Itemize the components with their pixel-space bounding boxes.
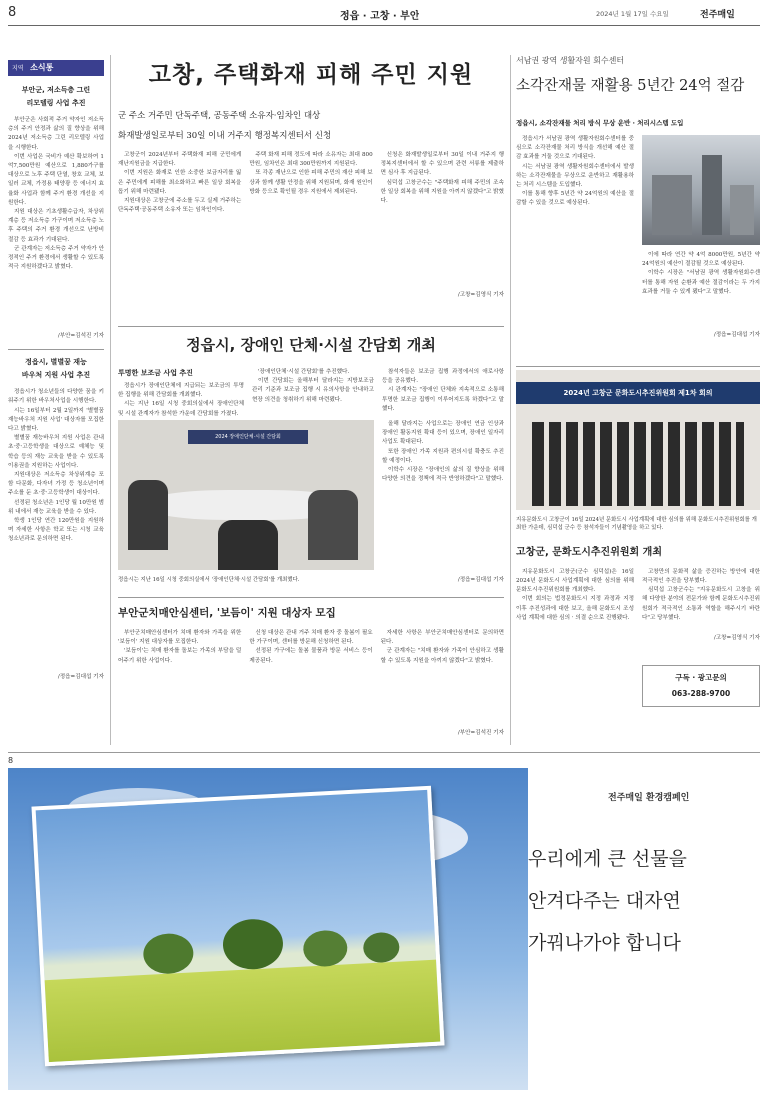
contact-title: 구독 · 광고문의 <box>675 673 727 683</box>
sidebar-article2-body <box>8 388 104 673</box>
lead-sub1: 군 주소 거주민 단독주택, 공동주택 소유자·임차인 대상 <box>118 111 321 121</box>
right-top-article <box>516 55 760 365</box>
mid-headline: 정읍시, 장애인 단체·시설 간담회 개최 <box>186 336 436 354</box>
committee-photo-caption: 지유문화도시 고창군이 16일 2024년 문화도시 사업계획에 대한 심의를 위해 문화도시추진위원회를 개최한 가운데, 심덕섭 군수 등 참석자들이 기념촬영을 하고 있다. <box>516 517 757 532</box>
byline: /부안=김석진 기자 <box>457 730 504 736</box>
right-top-column <box>516 135 634 345</box>
attendee-group <box>218 520 278 570</box>
sidebar-tag <box>8 60 104 76</box>
paragraph: 이를 통해 향후 5년간 약 24억원의 예산을 절감할 수 있을 것으로 예상된다. <box>516 191 634 207</box>
paragraph: 정읍시가 청소년들의 다양한 꿈을 키워주기 위한 바우처사업을 시행한다. <box>8 389 104 405</box>
paragraph: 또 각종 재난으로 인한 피해 주민의 재산 피해 보상과 함께 생활 안정을 위해 지원되며, 화재 원인이 방화 등으로 확인될 경우 지원에서 제외된다. <box>249 170 373 195</box>
paragraph: 지유문화도시 고창군(군수 심덕섭)은 16일 2024년 문화도시 사업계획에 대한 심의를 위해 문화도시추진위원회를 개최했다. <box>516 568 634 594</box>
meeting-photo-caption: 정읍시는 지난 16일 시청 중회의실에서 '장애인단체·시설 간담회'를 개최했다. <box>118 577 300 583</box>
paragraph: 참석자들은 보조금 집행 과정에서의 애로사항 등을 공유했다. <box>382 369 504 385</box>
sidebar-tag-title: 소식통 <box>30 63 54 72</box>
lead-headline: 고창, 주택화재 피해 주민 지원 <box>148 62 474 88</box>
sidebar-article2-title <box>8 356 104 382</box>
sidebar-tag-prefix: 지역 <box>12 65 24 72</box>
sidebar-article1-title-line: 부안군, 저소득층 그린 <box>21 86 91 94</box>
right-top-column <box>642 251 760 331</box>
bottom-column <box>249 629 372 729</box>
lead-article <box>118 55 504 325</box>
bottom-body <box>118 629 504 729</box>
page-header <box>0 0 768 26</box>
paragraph: 학생 1인당 연간 120만원을 지원하며 자세한 사항은 학교 또는 시청 교육청소년과로 문의하면 된다. <box>8 518 104 543</box>
sidebar-article1-title <box>8 84 104 110</box>
ad-campaign: 전주매일 환경캠페인 <box>608 793 690 803</box>
committee-banner <box>516 382 760 404</box>
paper-name: 전주매일 <box>700 10 735 20</box>
sidebar-article1-title-line: 리모델링 사업 추진 <box>26 99 86 107</box>
paragraph: 정읍시가 서남권 광역 생활자원회수센터를 중심으로 소각잔재물 처리 방식을 개선해 예산 절감 효과를 거둘 것으로 기대된다. <box>516 136 634 161</box>
lead-sub2: 화재발생일로부터 30일 이내 거주지 행정복지센터서 신청 <box>118 131 332 141</box>
attendee-row <box>532 422 744 506</box>
lead-column <box>249 151 372 291</box>
paragraph: 지원 대상은 기초생활수급자, 차상위계층 등 저소득층 가구이며 저소득층 노후 주택의 주거 환경 개선으로 난방비 절감 등 효과가 기대된다. <box>8 209 104 243</box>
paragraph: '보듬이'는 치매 환자를 돌보는 가족의 부담을 덜어주기 위한 사업이다. <box>118 648 242 664</box>
paragraph: 시 관계자는 "장애인 단체와 지속적으로 소통해 투명한 보조금 집행이 이루어지도록 하겠다"고 말했다. <box>382 387 504 412</box>
paragraph: 이번 간담회는 올해부터 달라지는 지방보조금 관리 기준과 보조금 집행 시 유의사항을 안내하고 현장 의견을 청취하기 위해 마련됐다. <box>252 378 374 403</box>
paragraph: 이번 사업은 국비가 예산 확보하여 1억7,500만원 예산으로 1,880가구를 대상으로 노후 주택 단열, 창호 교체, 보일러 교체, 가정용 태양광 등 에너지 효율화 사업과 함께 주거 환경 개선을 지원한다. <box>8 153 104 206</box>
mid-sub: 투명한 보조금 사업 추진 <box>118 369 193 377</box>
issue-date: 2024년 1월 17일 수요일 <box>596 10 669 18</box>
paragraph: 이번 지원은 화재로 인한 소중한 보금자리를 잃은 주민에게 피해를 최소화하고 빠른 일상 회복을 돕기 위해 마련됐다. <box>118 170 242 195</box>
paragraph: 심덕섭 고창군수는 "주택화재 피해 주민의 조속한 일상 회복을 위해 지원을 아끼지 않겠다"고 밝혔다. <box>380 179 504 205</box>
section-title: 정읍 · 고창 · 부안 <box>340 11 420 22</box>
page-number: 8 <box>8 5 17 20</box>
byline: /고창=김영식 기자 <box>713 634 760 641</box>
bottom-headline: 부안군치매안심센터, '보듬이' 지원 대상자 모집 <box>118 607 336 619</box>
column-divider <box>510 55 511 745</box>
mid-bottom-rule <box>118 597 504 598</box>
attendee-group <box>308 490 358 560</box>
paragraph: 또한 장애인 가족 지원과 편의시설 확충도 추진할 예정이다. <box>382 448 504 464</box>
sidebar-article2-title-line: 바우처 지원 사업 추진 <box>21 371 91 380</box>
byline: /부안=김석진 기자 <box>57 333 104 339</box>
ad-meadow <box>45 960 441 1062</box>
paragraph: 시는 지난 16일 시청 중회의실에서 장애인단체 및 시설 관계자가 참석한 가운데 간담회를 가졌다. <box>118 401 244 417</box>
paragraph: 지원대상은 저소득층 차상위계층 포함 다문화, 다자녀 가정 등 청소년이며 주소를 둔 초·중·고등학생이 대상이다. <box>8 472 104 497</box>
sidebar <box>8 60 104 745</box>
paragraph: 고창만의 문화적 삶을 증진하는 방안에 대한 적극적인 추진을 당부했다. <box>642 568 760 585</box>
ad-slogan-line: 안겨다주는 대자연 <box>528 890 681 912</box>
paragraph: 이번 회의는 법정문화도시 지정 과정과 지정 이후 추진성과에 대한 보고, 올해 문화도시 조성사업 계획에 대한 심의 · 의결 순으로 진행됐다. <box>516 596 634 621</box>
right-top-sub: 정읍시, 소각잔재물 처리 방식 무상 운반 · 처리시스템 도입 <box>516 119 684 127</box>
paragraph: 심덕섭 고창군수는 "지유문화도시 고창을 위해 다양한 분야의 전문가와 함께 문화도시추진위원회가 적극적인 소통과 역할을 해주시기 바란다"고 당부했다. <box>642 587 760 621</box>
tree-icon <box>302 929 348 967</box>
right-mid-column <box>642 568 760 634</box>
meeting-banner <box>188 430 308 444</box>
mid-article <box>118 330 504 595</box>
paragraph: 군 관계자는 저소득층 주거 약자가 안정적인 주거 환경에서 생활할 수 있도록 적극 지원하겠다고 밝혔다. <box>8 245 104 271</box>
header-rule <box>8 25 760 26</box>
contact-box <box>642 665 760 707</box>
paragraph: 시는 16일부터 2월 2일까지 '별별꿈 재능바우처 지원 사업' 대상자를 모집한다고 밝혔다. <box>8 407 104 433</box>
right-mid-headline: 고창군, 문화도시추진위원회 개최 <box>516 546 663 558</box>
paragraph: 지원대상은 고창군에 주소를 두고 실제 거주하는 단독주택·공동주택 소유자 또는 임차인이다. <box>118 198 242 214</box>
machinery <box>730 185 754 235</box>
paragraph: 선정된 가구에는 돌봄 물품과 방문 서비스 등이 제공된다. <box>249 648 373 664</box>
paragraph: 정읍시가 장애인단체에 지급되는 보조금의 투명한 집행을 위해 간담회를 개최했다. <box>118 383 244 399</box>
ad-card <box>31 786 444 1067</box>
paragraph: 시는 서남권 광역 생활자원회수센터에서 발생하는 소각잔재물을 무상으로 운반하고 재활용하는 처리 시스템을 도입했다. <box>516 163 634 189</box>
byline: /고창=김영식 기자 <box>457 292 504 298</box>
environment-ad <box>8 768 760 1090</box>
right-top-kicker: 서남권 광역 생활자원 회수센터 <box>516 56 625 65</box>
sidebar-article2-title-line: 정읍시, 별별꿈 재능 <box>25 358 87 367</box>
paragraph: 부안군은 사회적 주거 약자인 저소득층의 주거 안정과 삶의 질 향상을 위해 2024년 저소득층 그린 리모델링 사업을 시행한다. <box>8 117 104 151</box>
byline: /정읍=김대섭 기자 <box>713 332 760 338</box>
paragraph: 주택 화재 피해 정도에 따라 소유자는 최대 800만원, 임차인은 최대 300만원까지 지원된다. <box>249 152 373 168</box>
paragraph: 신청 대상은 관내 거주 치매 환자 중 돌봄이 필요한 가구이며, 센터를 방문해 신청하면 된다. <box>249 630 373 646</box>
right-top-rule <box>516 366 760 367</box>
paragraph: 이학수 시장은 "서남권 광역 생활자원회수센터를 통해 자원 순환과 예산 절감이라는 두 가지 효과를 거둘 수 있게 됐다"고 말했다. <box>642 270 760 295</box>
mid-column <box>382 420 504 560</box>
tree-icon <box>142 932 194 975</box>
right-mid-article <box>516 370 760 745</box>
paragraph: 군 관계자는 "치매 환자와 가족이 안심하고 생활할 수 있도록 지원을 아끼지 않겠다"고 밝혔다. <box>380 648 504 664</box>
paragraph: 신청은 화재발생일로부터 30일 이내 거주지 행정복지센터에서 할 수 있으며 관련 서류를 제출하면 심사 후 지급된다. <box>380 152 504 177</box>
paragraph: 고창군이 2024년부터 주택화재 피해 군민에게 재난지원금을 지급한다. <box>118 152 242 168</box>
machinery <box>702 155 722 235</box>
paragraph: 선정된 청소년은 1인당 월 10만원 범위 내에서 재능 교육을 받을 수 있다. <box>8 499 104 515</box>
ad-rule <box>8 752 760 753</box>
ad-slogan-line: 우리에게 큰 선물을 <box>528 848 687 870</box>
committee-photo <box>516 370 760 510</box>
paragraph: 올해 달라지는 사업으로는 장애인 연금 인상과 장애인 활동지원 확대 등이 있으며, 장애인 일자리 사업도 확대된다. <box>382 421 504 446</box>
attendee-group <box>128 480 168 550</box>
bottom-column <box>118 629 241 729</box>
lead-bottom-rule <box>118 326 504 327</box>
byline: /정읍=김대섭 기자 <box>457 577 504 583</box>
bottom-column <box>381 629 504 729</box>
paragraph: 별별꿈 재능바우처 지원 사업은 관내 초·중·고등학생을 대상으로 예체능 및 학습 등의 재능 교육을 받을 수 있도록 이용권을 지원하는 사업이다. <box>8 435 104 469</box>
bottom-article <box>118 603 504 745</box>
ad-slogan-line: 가꿔나가야 합니다 <box>528 932 681 954</box>
sidebar-article1-body <box>8 116 104 332</box>
ad-page-number: 8 <box>8 756 14 765</box>
sidebar-divider <box>110 55 111 745</box>
meeting-photo <box>118 420 374 570</box>
paragraph: 자세한 사항은 부안군치매안심센터로 문의하면 된다. <box>380 630 504 646</box>
right-mid-column <box>516 568 634 718</box>
meeting-banner-text: 2024 장애인단체·시설 간담회 <box>215 434 281 440</box>
right-top-headline: 소각잔재물 재활용 5년간 24억 절감 <box>516 78 745 94</box>
ad-slogan <box>528 838 760 964</box>
tree-icon <box>363 932 401 964</box>
committee-banner-text: 2024년 고창군 문화도시추진위원회 제1차 회의 <box>563 389 713 397</box>
paragraph: 부안군치매안심센터가 치매 환자와 가족을 위한 '보듬이' 지원 대상자를 모집한다. <box>118 630 242 646</box>
byline: /정읍=김대섭 기자 <box>57 674 104 681</box>
machinery <box>652 175 692 235</box>
paragraph: '장애인단체·시설 간담회'를 추진했다. <box>258 369 350 375</box>
facility-photo <box>642 135 760 245</box>
paragraph: 이학수 시장은 "장애인의 삶의 질 향상을 위해 다양한 의견을 정책에 적극 반영하겠다"고 말했다. <box>382 467 504 483</box>
lead-column <box>118 151 241 291</box>
contact-phone: 063-288-9700 <box>671 689 731 699</box>
lead-body <box>118 151 504 291</box>
tree-icon <box>222 918 285 971</box>
lead-column <box>381 151 504 291</box>
paragraph: 이에 따라 연간 약 4억 8000만원, 5년간 약 24억원의 예산이 절감될 것으로 예상된다. <box>642 252 760 268</box>
